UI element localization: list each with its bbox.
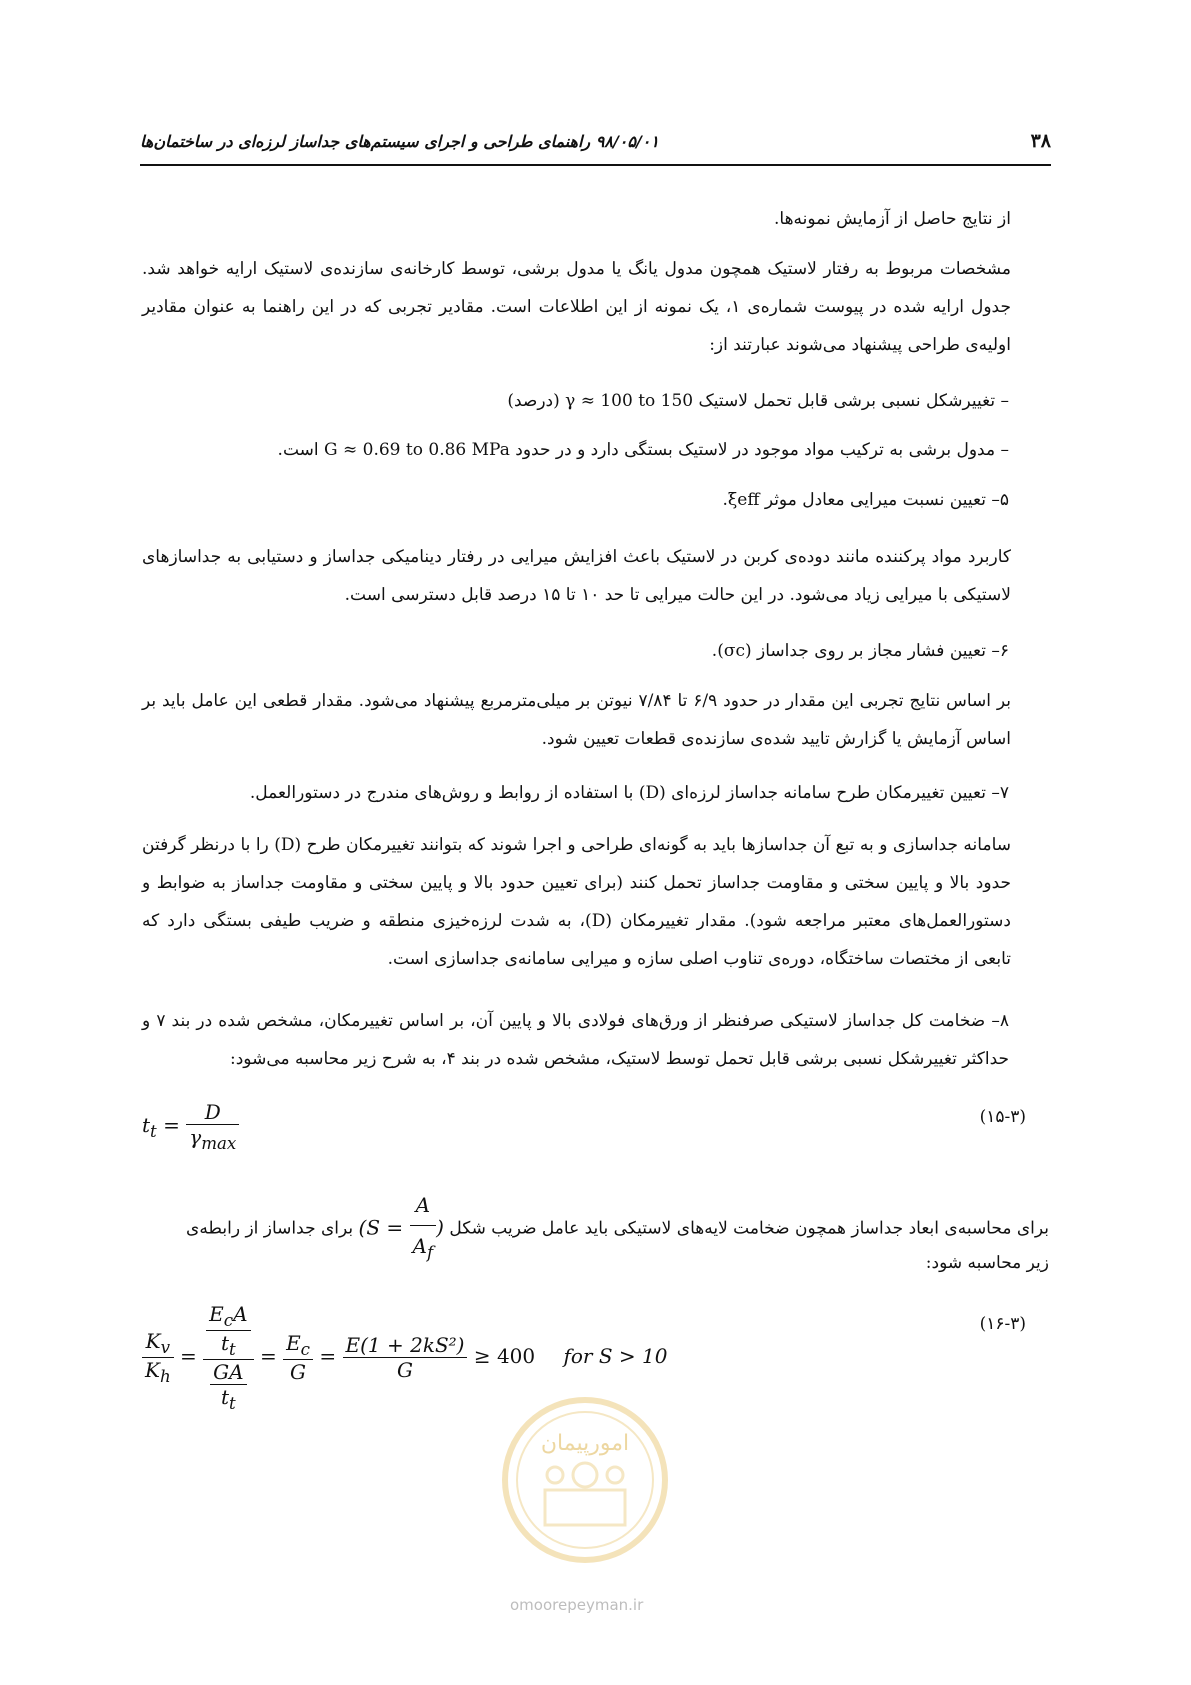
page-number: ۳۸ (1030, 130, 1051, 152)
page-header (140, 130, 1051, 166)
svg-text:امورپیمان: امورپیمان (540, 1431, 630, 1456)
equation-number-15-3: (۱۵-۳) (979, 1107, 1026, 1127)
equation-16-3: $\frac{K_v}{K_h}$ = $\frac{\frac{E_cA}{t_t}}{\frac{GA}{t_t}}$ = $\frac{E_c}{G}$ = $\frac{\text{E(1 + 2kS²)}}{G}$ ≥ 400 for S > 10 (142, 1302, 667, 1413)
step-7-heading: ۷– تعیین تغییرمکان طرح سامانه جداساز لرزه‌ای (D) با استفاده از روابط و روش‌های مندرج در دستورالعمل. (249, 783, 1009, 803)
eq2-inequality: ≥ 400 (473, 1344, 536, 1368)
bullet-shear-strain: – تغییرشکل نسبی برشی قابل تحمل لاستیک γ ≈ 100 to 150 (درصد) (507, 391, 1009, 411)
eq1-denominator-sub: max (201, 1134, 237, 1153)
step-8-paragraph: ۸– ضخامت کل جداساز لاستیکی صرفنظر از ورق‌های فولادی بالا و پایین آن، بر اساس تغییرمکان، مشخص شده در بند ۷ و حداکثر تغییرشکل نسبی برشی قابل تحمل توسط لاستیک، مشخص شده در بند ۴، به شرح زیر محاسبه می‌شود: (142, 1011, 1009, 1069)
shape-factor-denominator: A (412, 1234, 427, 1258)
paragraph-6c: زیر محاسبه شود: (925, 1253, 1049, 1273)
paragraph-2: مشخصات مربوط به رفتار لاستیک همچون مدول یانگ یا مدول برشی، توسط کارخانه‌ی سازنده‌ی لاستیک ارایه خواهد شد. جدول ارایه شده در پیوست شماره‌ی ۱، یک نمونه از این اطلاعات است. مقادیر تجربی که در این راهنما به عنوان مقادیر اولیه‌ی طراحی پیشنهاد می‌شوند عبارتند از: (142, 259, 1011, 355)
shape-factor-numerator: A (410, 1185, 437, 1226)
paragraph-4: بر اساس نتایج تجربی این مقدار در حدود ۶/۹ تا ۷/۸۴ نیوتن بر میلی‌مترمربع پیشنهاد می‌شود. مقدار قطعی این عامل باید بر اساس آزمایش یا گزارش تایید شده‌ی سازنده‌ی قطعات تعیین شود. (142, 691, 1012, 749)
paragraph-6a: برای محاسبه‌ی ابعاد جداساز همچون ضخامت لایه‌های لاستیکی باید عامل ضریب شکل (449, 1218, 1049, 1239)
bullet-shear-modulus: – مدول برشی به ترکیب مواد موجود در لاستیک بستگی دارد و در حدود G ≈ 0.69 to 0.86 MPa است. (277, 440, 1009, 460)
paragraph-6b: برای جداساز از رابطه‌ی (186, 1218, 354, 1239)
paragraph-1: از نتایج حاصل از آزمایش نمونه‌ها. (774, 209, 1011, 229)
paragraph-5: سامانه جداسازی و به تبع آن جداسازها باید به گونه‌ای طراحی و اجرا شوند که بتوانند تغییرمکان طرح (D) را با درنظر گرفتن حدود بالا و پایین سختی و مقاومت جداساز تحمل کنند (برای تعیین حدود بالا و پایین سختی و مقاومت جداساز به ضوابط و دستورالعمل‌های معتبر مراجعه شود). مقدار تغییرمکان (D)، به شدت لرزه‌خیزی منطقه و ضریب طیفی بستگی دارد که تابعی از مختصات ساختگاه، دوره‌ی تناوب اصلی سازه و میرایی سامانه‌ی جداسازی است. (142, 835, 1011, 969)
eq1-denominator: γ (189, 1125, 202, 1149)
eq1-lhs-sub: t (150, 1122, 157, 1141)
eq2-condition: for S > 10 (563, 1344, 668, 1368)
shape-factor-formula: (S = $\frac{A}{A_f}$ ) (359, 1185, 444, 1273)
watermark-logo (500, 1395, 670, 1565)
eq1-numerator: D (186, 1100, 239, 1125)
paragraph-3: کاربرد مواد پرکننده مانند دوده‌ی کربن در لاستیک باعث افزایش میرایی در رفتار دینامیکی جداساز و دستیابی به جداسازهای لاستیکی با میرایی زیاد می‌شود. در این حالت میرایی تا حد ۱۰ تا ۱۵ درصد قابل دسترسی است. (142, 547, 1011, 605)
eq2-compound-fraction: $\frac{\frac{E_cA}{t_t}}{\frac{GA}{t_t}}$ (203, 1302, 253, 1413)
shape-factor-S: S (366, 1215, 381, 1240)
eq1-lhs: t (142, 1113, 151, 1137)
watermark-site: omoorepeyman.ir (510, 1596, 644, 1614)
equation-number-16-3: (۱۶-۳) (979, 1314, 1026, 1334)
running-title: ۹۸/۰۵/۰۱ راهنمای طراحی و اجرای سیستم‌های جداساز لرزه‌ای در ساختمان‌ها (140, 132, 659, 151)
eq1-fraction (186, 1100, 239, 1153)
step-6-heading: ۶– تعیین فشار مجاز بر روی جداساز (σc). (711, 641, 1009, 661)
eq2-e-expression: $\frac{\text{E(1 + 2kS²)}}{G}$ (343, 1333, 468, 1382)
equation-15-3: $t_t$ = $\frac{D}{\gamma_{max}}$ (142, 1100, 239, 1153)
eq2-ec-over-g: $\frac{E_c}{G}$ (283, 1331, 313, 1384)
step-5-heading: ۵– تعیین نسبت میرایی معادل موثر ξeff. (722, 490, 1009, 510)
shape-factor-denominator-sub: f (426, 1243, 434, 1262)
eq2-kv-kh: $\frac{K_v}{K_h}$ (142, 1329, 174, 1386)
